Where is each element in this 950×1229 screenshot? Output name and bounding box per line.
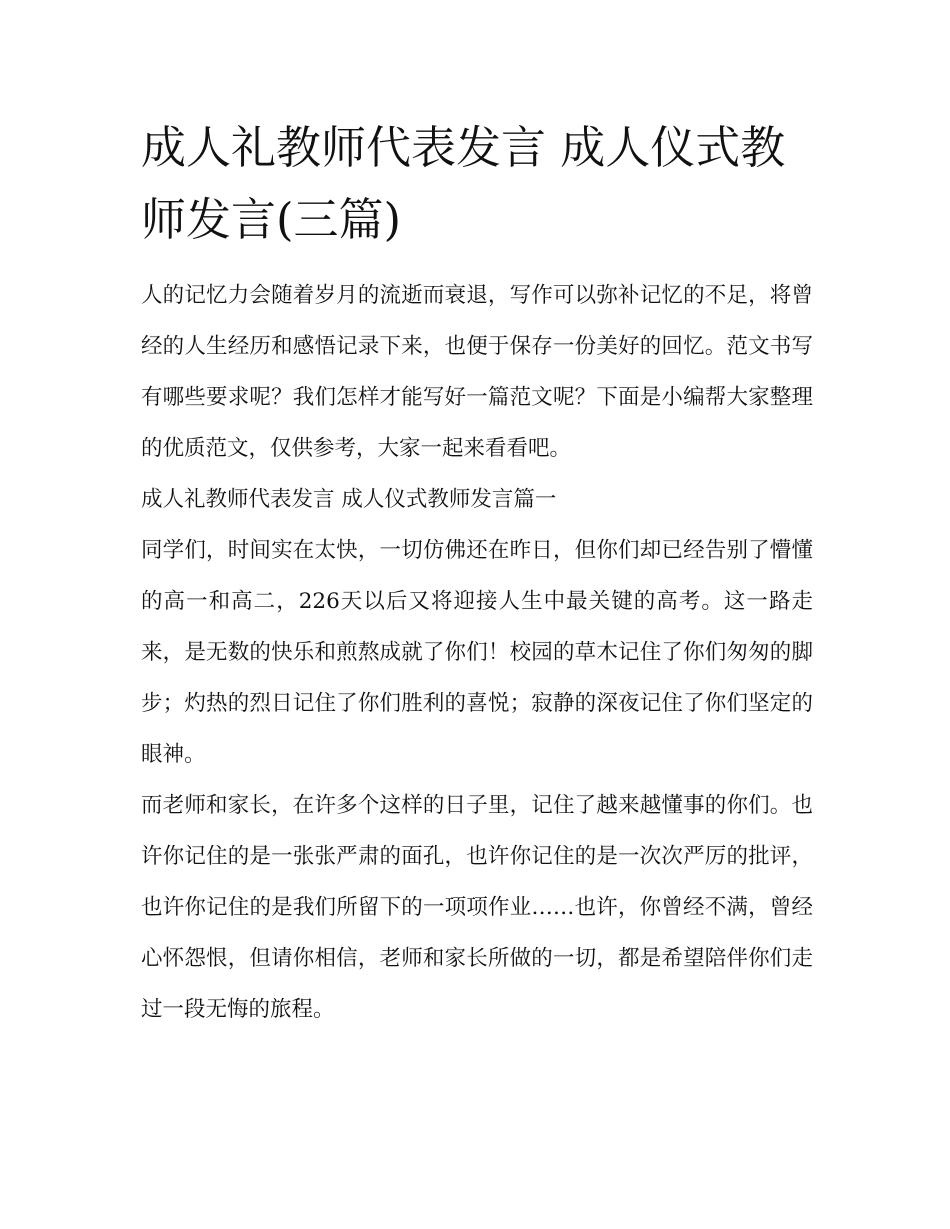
document-title: 成人礼教师代表发言 成人仪式教师发言(三篇)	[141, 121, 786, 246]
body-paragraph-2: 而老师和家长，在许多个这样的日子里，记住了越来越懂事的你们。也许你记住的是一张张严肃的面孔，也许你记住的是一次次严厉的批评，也许你记住的是我们所留下的一项项作业……也许，你曾经不满，曾经心怀怨恨，但请你相信，老师和家长所做的一切，都是希望陪伴你们走过一段无悔的旅程。	[141, 793, 813, 1022]
body-paragraph-1: 同学们，时间实在太快，一切仿佛还在昨日，但你们却已经告别了懵懂的高一和高二，226天以后又将迎接人生中最关键的高考。这一路走来，是无数的快乐和煎熬成就了你们！校园的草木记住了你们匆匆的脚步；灼热的烈日记住了你们胜利的喜悦；寂静的深夜记住了你们坚定的眼神。	[141, 538, 813, 767]
section-heading: 成人礼教师代表发言 成人仪式教师发言篇一	[141, 487, 557, 512]
intro-paragraph: 人的记忆力会随着岁月的流逝而衰退，写作可以弥补记忆的不足，将曾经的人生经历和感悟记录下来，也便于保存一份美好的回忆。范文书写有哪些要求呢？我们怎样才能写好一篇范文呢？下面是小编帮大家整理的优质范文，仅供参考，大家一起来看看吧。	[141, 283, 813, 461]
document-content	[141, 112, 813, 1035]
